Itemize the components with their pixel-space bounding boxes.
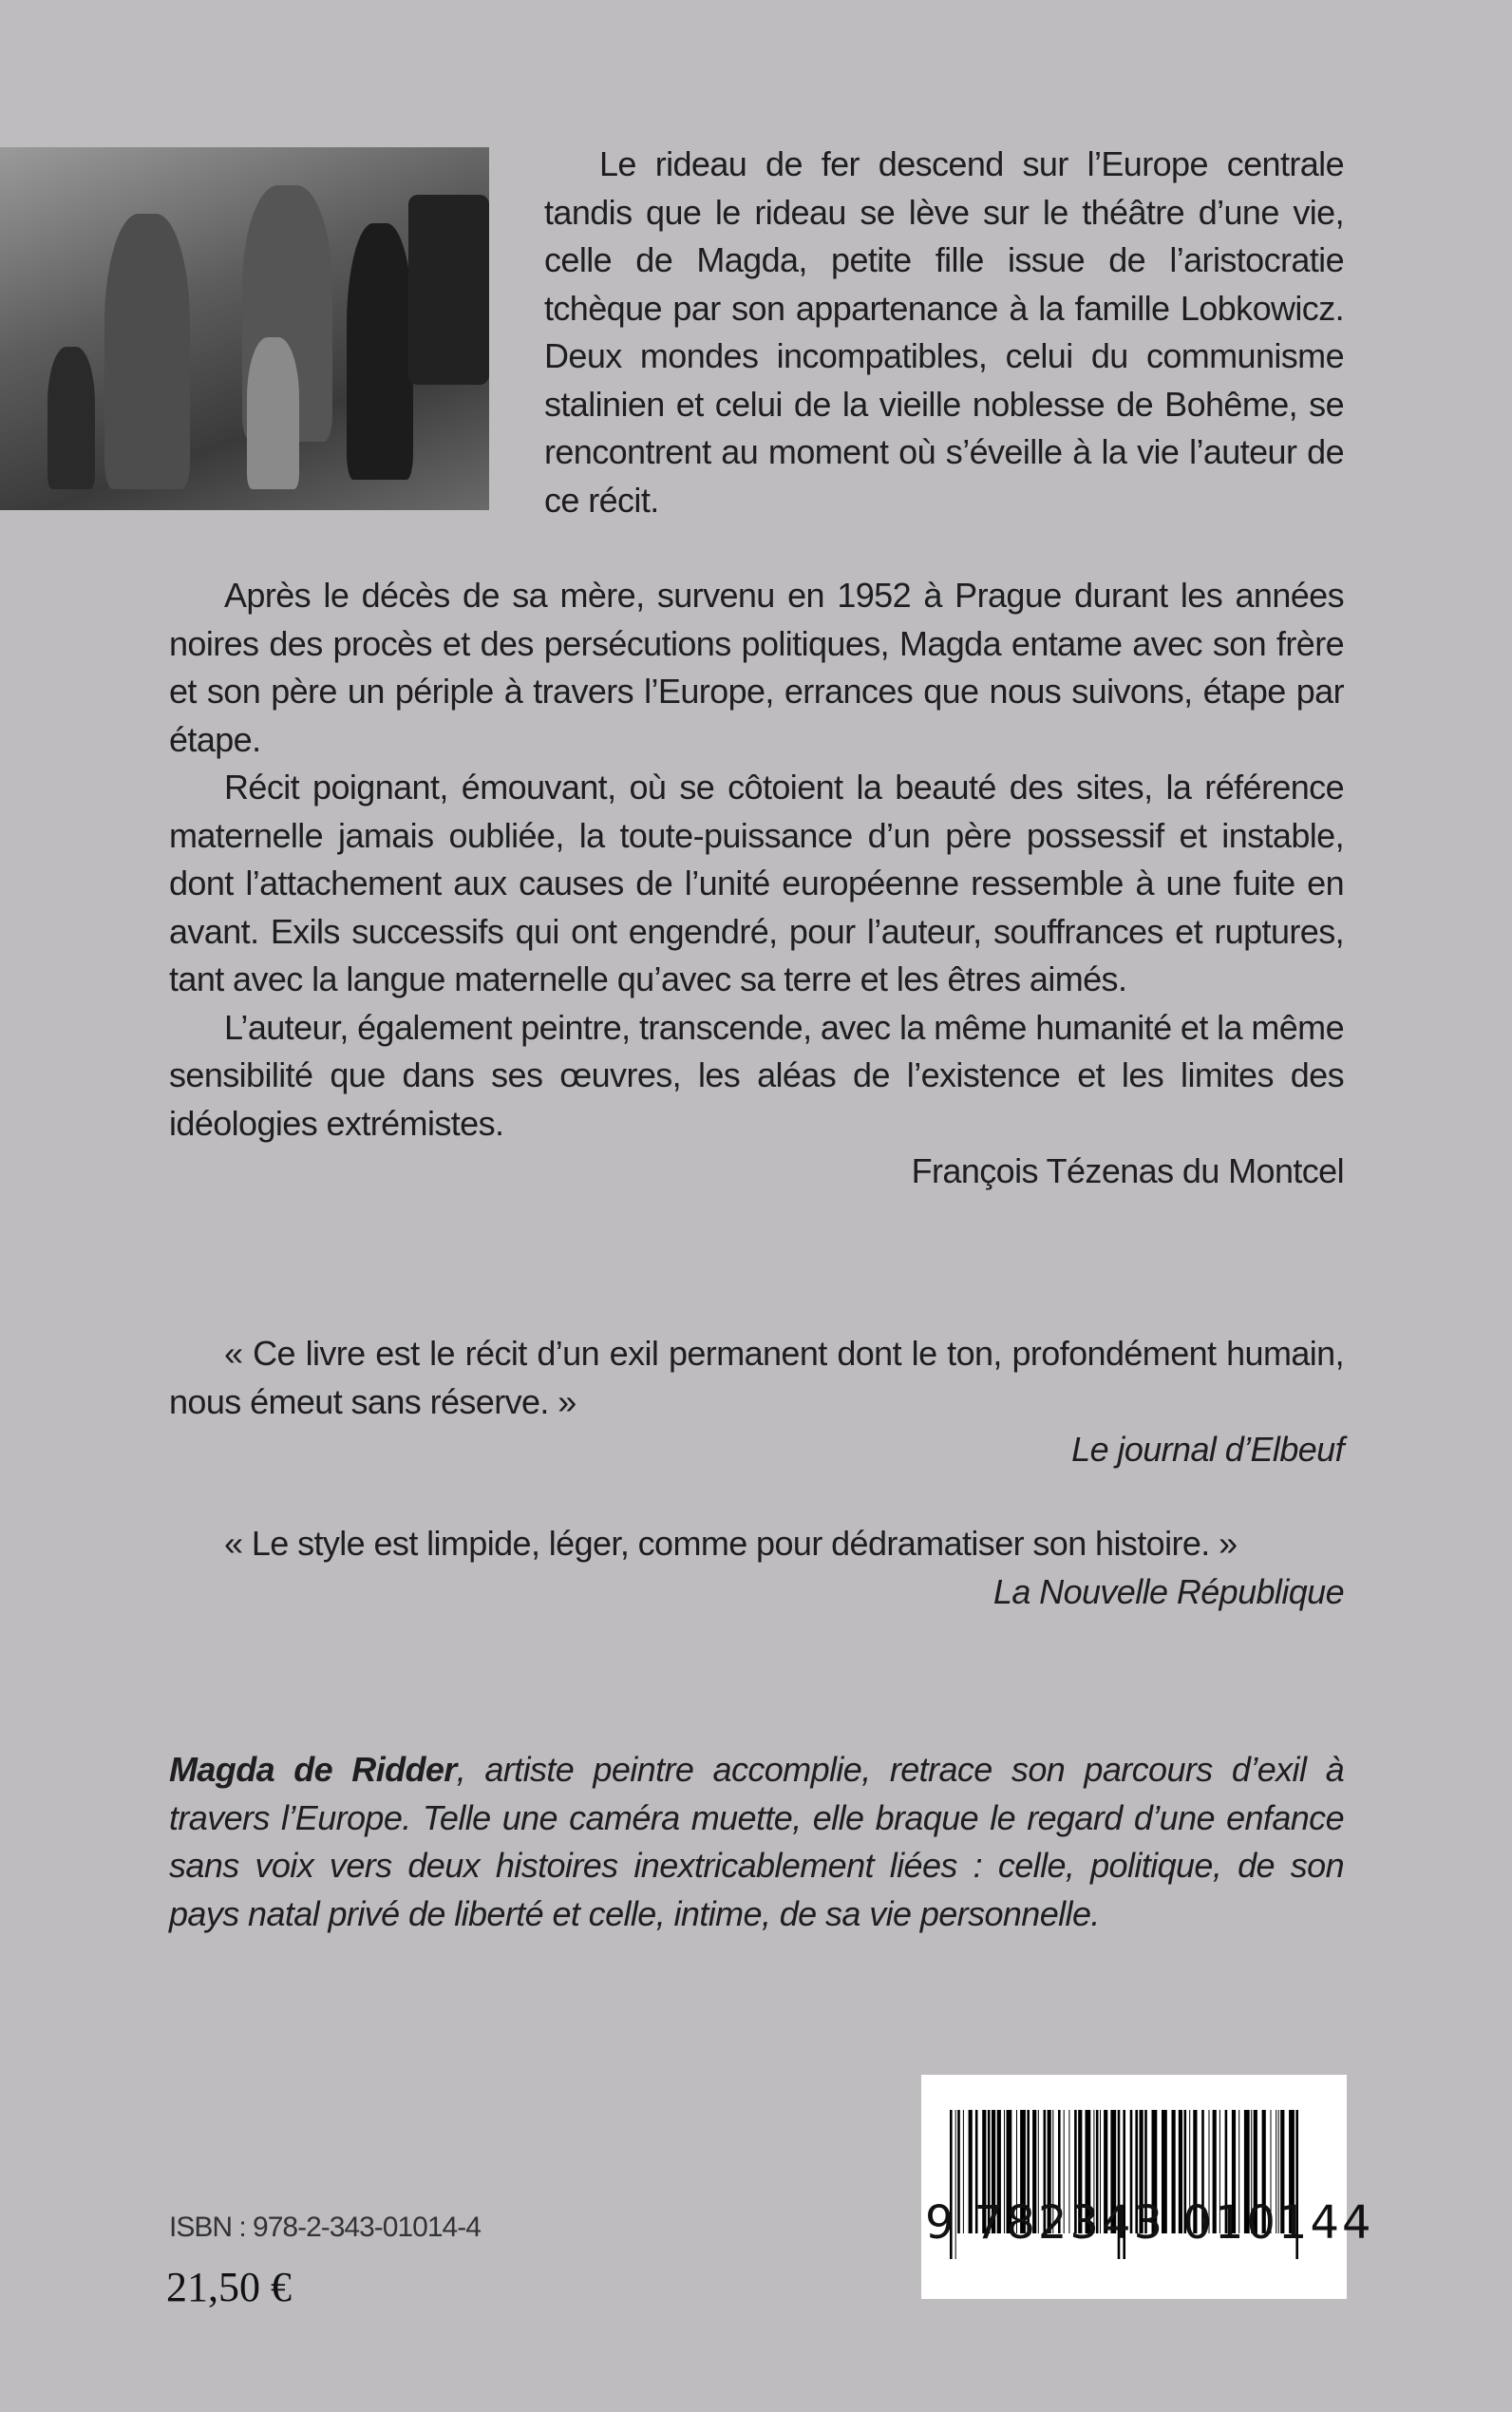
author-bio	[169, 1746, 1344, 1938]
paragraph: Récit poignant, émouvant, où se côtoient la beauté des sites, la référence maternelle jamais oubliée, la toute-puissance d’un père possessif et instable, dont l’attachement aux causes de l’unité européenne ressemble à une fuite en avant. Exils successifs qui ont engendré, pour l’auteur, souffrances et ruptures, tant avec la langue maternelle qu’avec sa terre et les êtres aimés.	[169, 768, 1344, 998]
author-bio-text: , artiste peintre accomplie, retrace son parcours d’exil à travers l’Europe. Telle une caméra muette, elle braque le regard d’une enfance sans voix vers deux histoires inextricablement liées : celle, politique, de son pays natal privé de liberté et celle, intime, de sa vie personnelle.	[169, 1750, 1344, 1933]
family-photo	[0, 147, 489, 510]
barcode	[921, 2075, 1374, 2299]
signature: François Tézenas du Montcel	[911, 1151, 1344, 1190]
review-source: Le journal d’Elbeuf	[1071, 1430, 1344, 1469]
barcode-bars	[921, 2075, 1374, 2299]
review-1	[169, 1330, 1344, 1474]
paragraph: Après le décès de sa mère, survenu en 1952 à Prague durant les années noires des procès et des persécutions politiques, Magda entame avec son frère et son père un périple à travers l’Europe, errances que nous suivons, étape par étape.	[169, 576, 1344, 759]
body-paragraphs	[169, 572, 1344, 1196]
intro-paragraph	[544, 141, 1344, 524]
author-name: Magda de Ridder	[169, 1750, 457, 1789]
barcode-digits: 9 782343 010144	[925, 2196, 1374, 2250]
isbn: ISBN : 978-2-343-01014-4	[169, 2212, 481, 2243]
review-quote: « Ce livre est le récit d’un exil permanent dont le ton, profondément humain, nous émeut sans réserve. »	[169, 1334, 1344, 1421]
review-source: La Nouvelle République	[992, 1571, 1344, 1611]
intro-text: Le rideau de fer descend sur l’Europe centrale tandis que le rideau se lève sur le théâtre d’une vie, celle de Magda, petite fille issue de l’aristocratie tchèque par son appartenance à la famille Lobkowicz. Deux mondes incompatibles, celui du communisme stalinien et celui de la vieille noblesse de Bohême, se rencontrent au moment où s’éveille à la vie l’auteur de ce récit.	[544, 144, 1344, 520]
review-2	[169, 1520, 1344, 1616]
review-quote: « Le style est limpide, léger, comme pour dédramatiser son histoire. »	[224, 1524, 1238, 1563]
paragraph: L’auteur, également peintre, transcende, avec la même humanité et la même sensibilité que dans ses œuvres, les aléas de l’existence et les limites des idéologies extrémistes.	[169, 1007, 1344, 1143]
price: 21,50 €	[166, 2264, 292, 2310]
